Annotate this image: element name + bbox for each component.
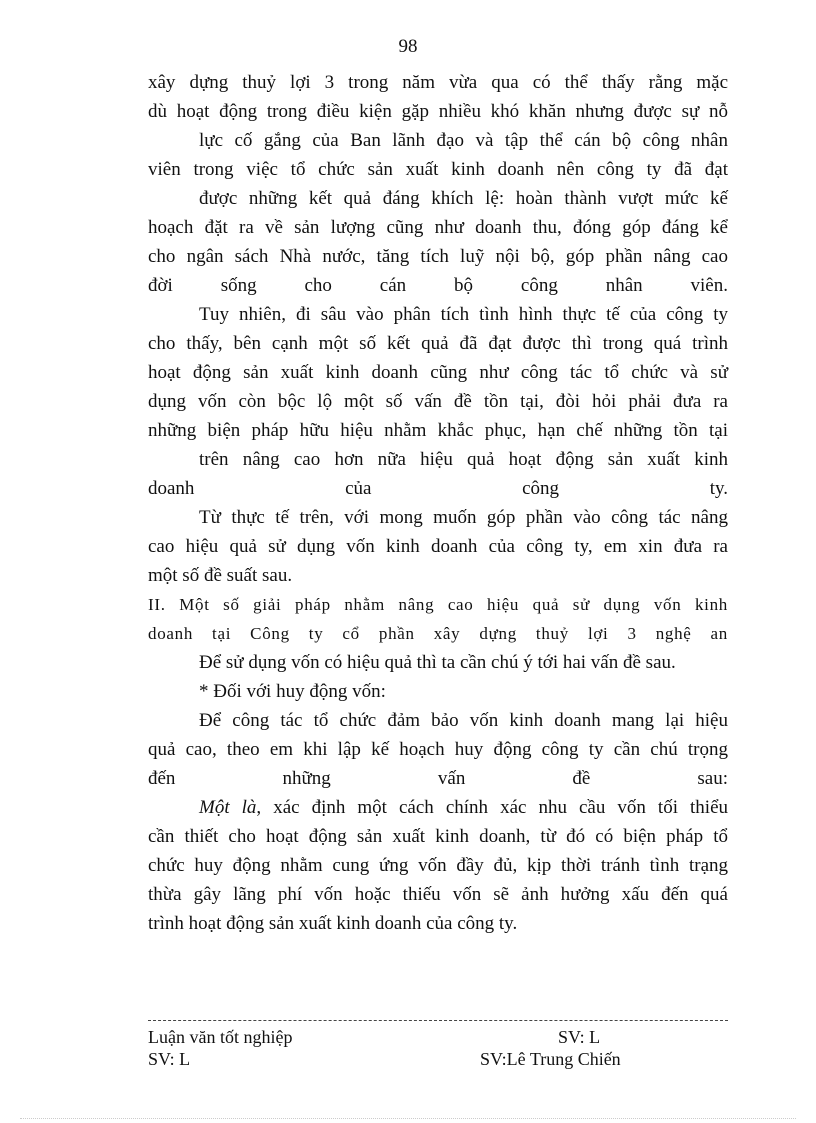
body-line: những biện pháp hữu hiệu nhằm khắc phục, hạn chế những tồn tại xyxy=(148,420,728,441)
body-line: đến những vấn đề sau: xyxy=(148,768,728,789)
body-line: * Đối với huy động vốn: xyxy=(199,681,386,702)
body-line: một số đề suất sau. xyxy=(148,565,293,586)
body-line: đời sống cho cán bộ công nhân viên. xyxy=(148,275,728,296)
document-body xyxy=(148,68,728,938)
footer-thesis-label: Luận văn tốt nghiệp xyxy=(148,1027,293,1047)
body-line: cho thấy, bên cạnh một số kết quả đã đạt được thì trong quá trình xyxy=(148,333,728,354)
body-line: lực cố gắng của Ban lãnh đạo và tập thể cán bộ công nhân xyxy=(199,130,728,151)
body-line: dù hoạt động trong điều kiện gặp nhiều khó khăn nhưng được sự nỗ xyxy=(148,101,728,122)
body-line: cần thiết cho hoạt động sản xuất kinh doanh, từ đó có biện pháp tổ xyxy=(148,826,728,847)
body-text-span: , xác định một cách chính xác nhu cầu vốn tối thiểu xyxy=(256,797,728,818)
body-line: trình hoạt động sản xuất kinh doanh của công ty. xyxy=(148,913,518,934)
body-line: trên nâng cao hơn nữa hiệu quả hoạt động sản xuất kinh xyxy=(199,449,728,470)
body-line: cho ngân sách Nhà nước, tăng tích luỹ nội bộ, góp phần nâng cao xyxy=(148,246,728,267)
body-line: cao hiệu quả sử dụng vốn kinh doanh của công ty, em xin đưa ra xyxy=(148,536,728,557)
body-line: Tuy nhiên, đi sâu vào phân tích tình hình thực tế của công ty xyxy=(199,304,728,325)
footer-row xyxy=(148,1025,728,1049)
footer-student-short: SV: L xyxy=(558,1027,601,1047)
footer-student-name: SV:Lê Trung Chiến xyxy=(480,1049,621,1069)
body-line: Để công tác tổ chức đảm bảo vốn kinh doanh mang lại hiệu xyxy=(199,710,728,731)
emphasis-text: Một là xyxy=(199,797,257,818)
body-line: viên trong việc tổ chức sản xuất kinh doanh nên công ty đã đạt xyxy=(148,159,728,180)
page-bottom-border xyxy=(20,1118,796,1119)
body-line xyxy=(148,793,728,822)
footer-divider xyxy=(148,1020,728,1021)
body-line: hoạch đặt ra về sản lượng cũng như doanh thu, đóng góp đáng kể xyxy=(148,217,728,238)
section-heading-line: doanh tại Công ty cổ phần xây dựng thuỷ lợi 3 nghệ an xyxy=(148,624,728,643)
section-heading-line: II. Một số giải pháp nhằm nâng cao hiệu quả sử dụng vốn kinh xyxy=(148,595,728,614)
body-line: được những kết quả đáng khích lệ: hoàn thành vượt mức kế xyxy=(199,188,728,209)
body-line: hoạt động sản xuất kinh doanh cũng như công tác tổ chức và sử xyxy=(148,362,728,383)
body-line: thừa gây lãng phí vốn hoặc thiếu vốn sẽ ảnh hưởng xấu đến quá xyxy=(148,884,728,905)
body-line: quả cao, theo em khi lập kế hoạch huy động công ty cần chú trọng xyxy=(148,739,728,760)
body-line: dụng vốn còn bộc lộ một số vấn đề tồn tại, đòi hỏi phải đưa ra xyxy=(148,391,728,412)
body-line: doanh của công ty. xyxy=(148,478,728,499)
footer-row xyxy=(148,1047,728,1071)
body-line: chức huy động nhằm cung ứng vốn đầy đủ, kịp thời tránh tình trạng xyxy=(148,855,728,876)
footer-student-short: SV: L xyxy=(148,1049,191,1069)
body-line: Từ thực tế trên, với mong muốn góp phần vào công tác nâng xyxy=(199,507,728,528)
page-number: 98 xyxy=(398,36,418,57)
body-line: xây dựng thuỷ lợi 3 trong năm vừa qua có thể thấy rằng mặc xyxy=(148,72,728,93)
body-line: Để sử dụng vốn có hiệu quả thì ta cần chú ý tới hai vấn đề sau. xyxy=(199,652,676,673)
